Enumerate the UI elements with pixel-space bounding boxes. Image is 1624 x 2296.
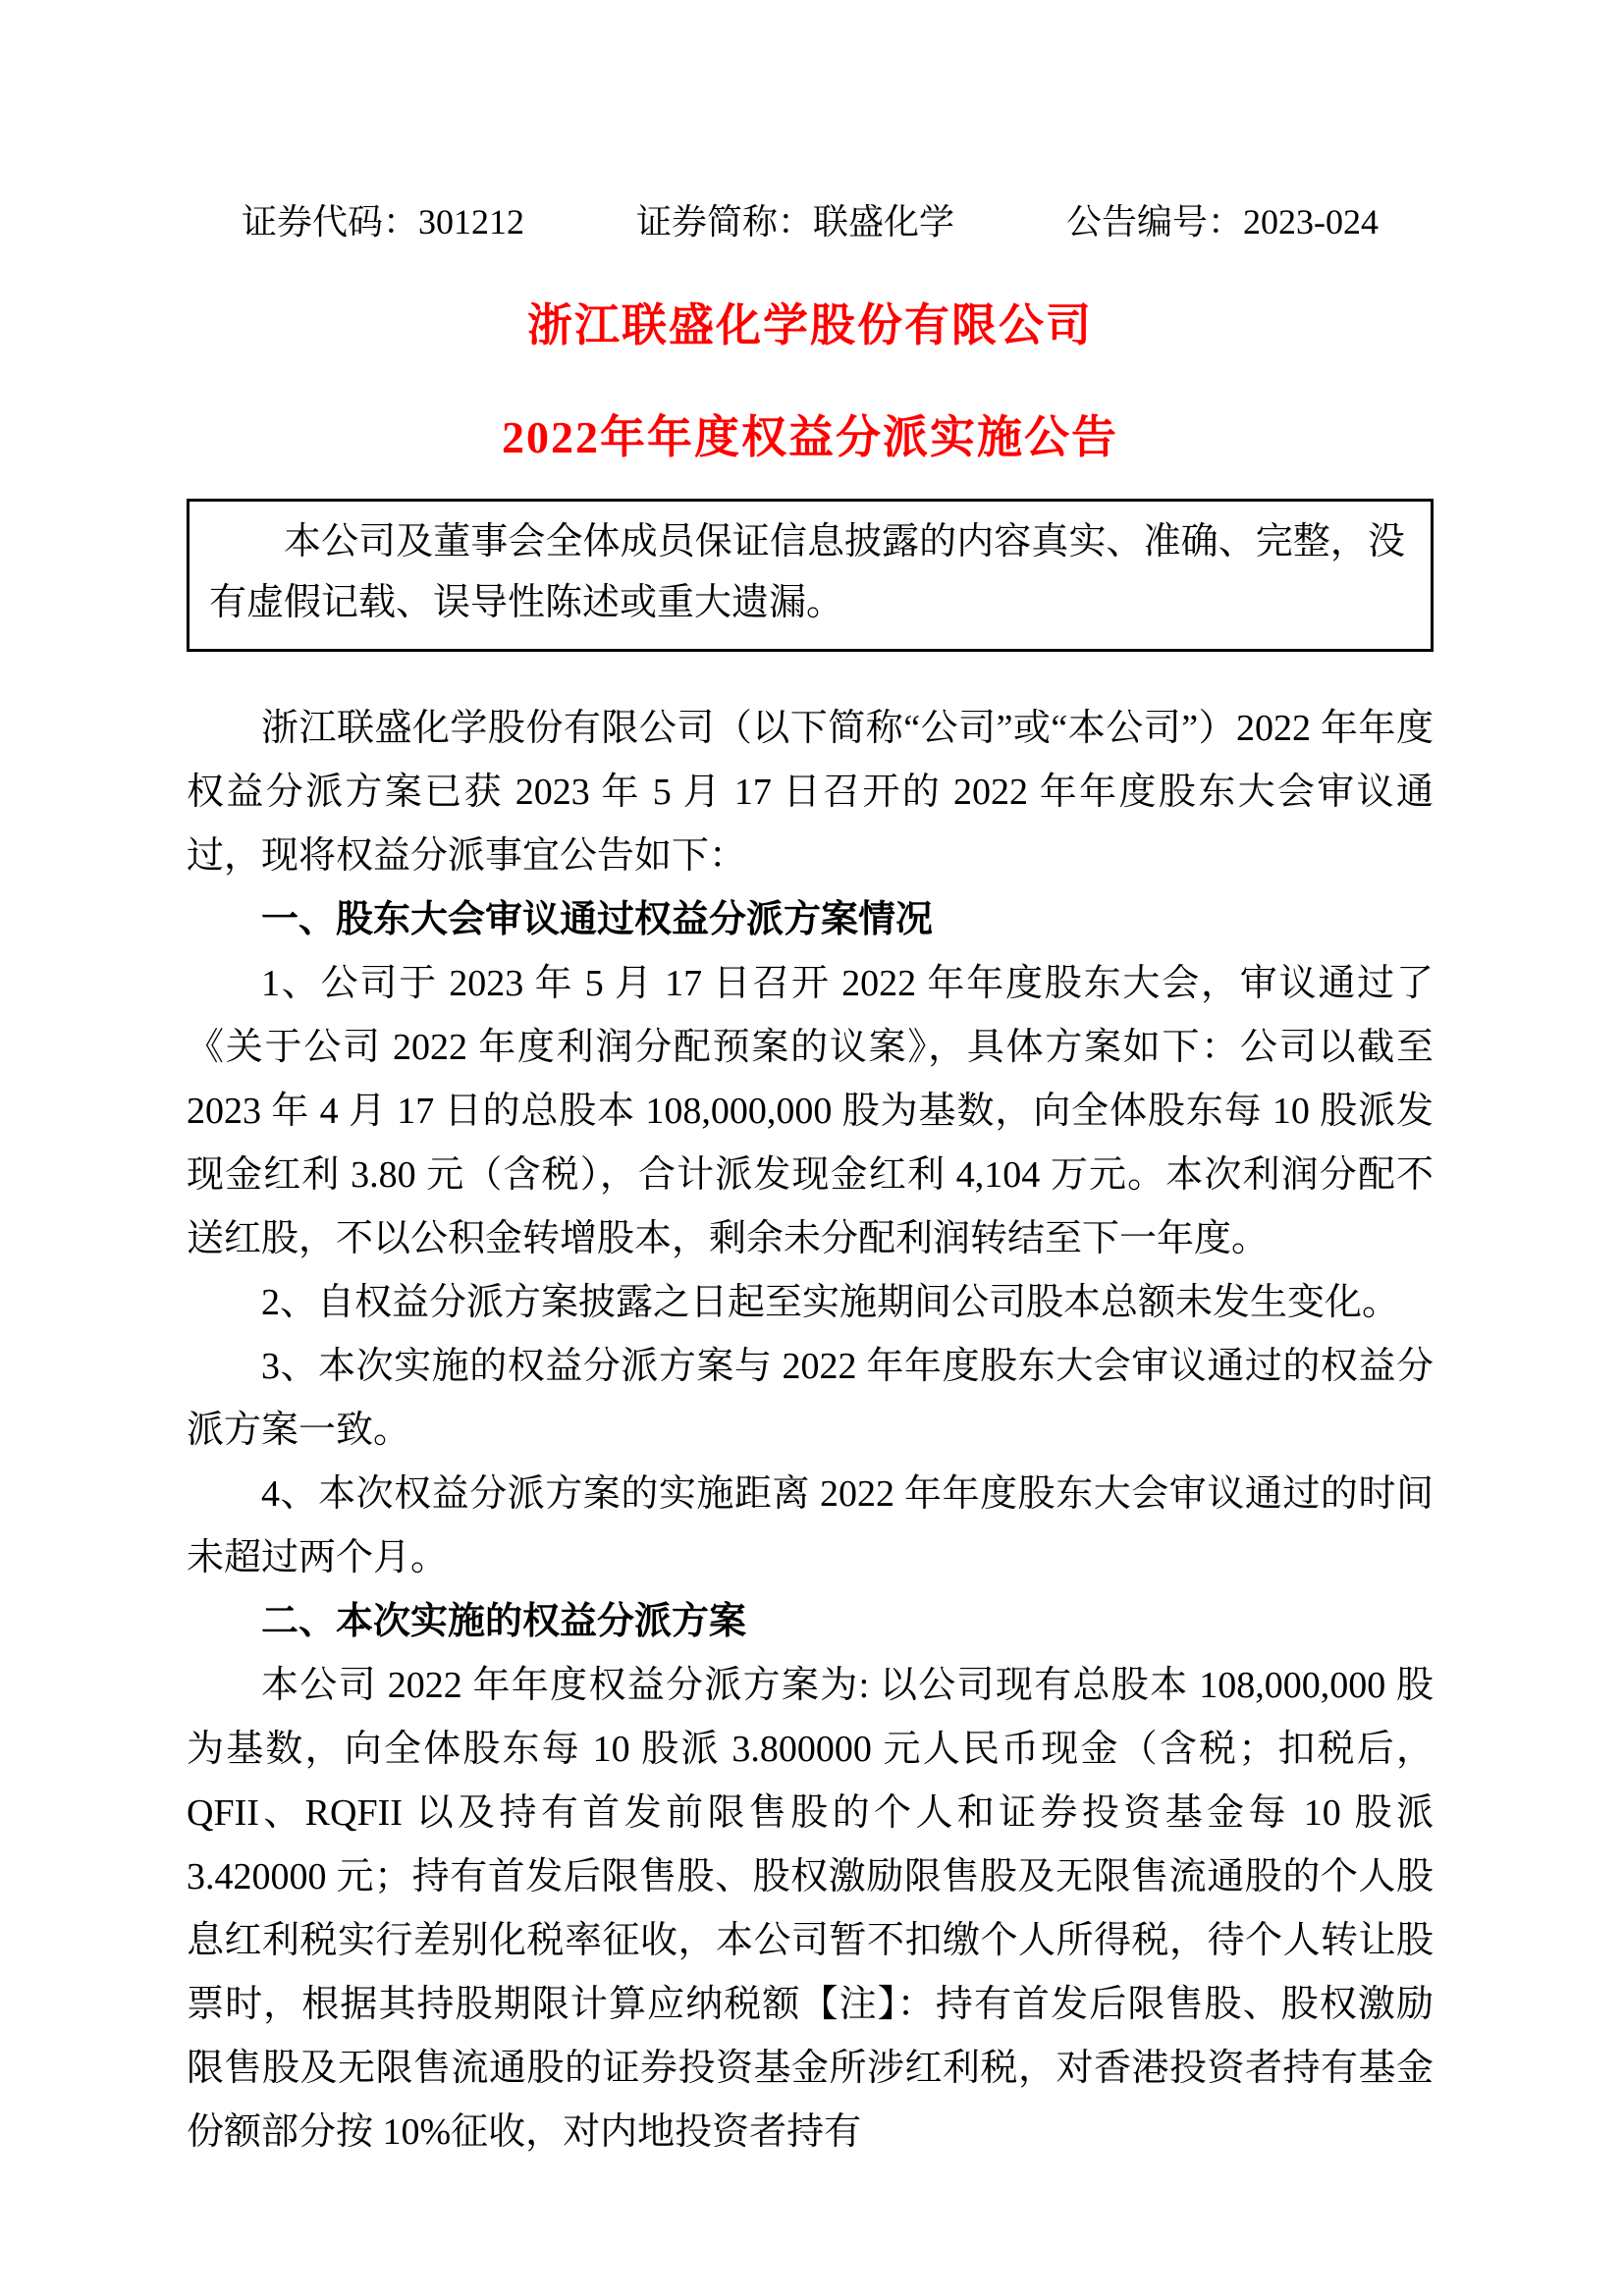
announcement-number: 公告编号：2023-024 bbox=[1066, 202, 1379, 241]
disclaimer-text: 本公司及董事会全体成员保证信息披露的内容真实、准确、完整，没有虚假记载、误导性陈述或重大遗漏。 bbox=[209, 521, 1405, 623]
section1-paragraph-4: 4、本次权益分派方案的实施距离 2022 年年度股东大会审议通过的时间未超过两个月。 bbox=[187, 1473, 1434, 1578]
document-body bbox=[187, 697, 1434, 2164]
section1-paragraph-1: 1、公司于 2023 年 5 月 17 日召开 2022 年年度股东大会，审议通过了《关于公司 2022 年度利润分配预案的议案》，具体方案如下：公司以截至 2023 年 4 月 17 日的总股本 108,000,000 股为基数，向全体股东每 10 股派发现金红利 3.80 元（含税），合计派发现金红利 4,104 万元。本次利润分配不送红股，不以公积金转增股本，剩余未分配利润转结至下一年度。 bbox=[187, 963, 1434, 1259]
section1-heading: 一、股东大会审议通过权益分派方案情况 bbox=[261, 899, 934, 940]
company-title: 浙江联盛化学股份有限公司 bbox=[527, 300, 1093, 350]
section2-paragraph-1: 本公司 2022 年年度权益分派方案为: 以公司现有总股本 108,000,000 股为基数，向全体股东每 10 股派 3.800000 元人民币现金（含税；扣税后，QFII、RQFII 以及持有首发前限售股的个人和证券投资基金每 10 股派 3.420000 元；持有首发后限售股、股权激励限售股及无限售流通股的个人股息红利税实行差别化税率征收，本公司暂不扣缴个人所得税，待个人转让股票时，根据其持股期限计算应纳税额【注】：持有首发后限售股、股权激励限售股及无限售流通股的证券投资基金所涉红利税，对香港投资者持有基金份额部分按 10%征收，对内地投资者持有 bbox=[187, 1665, 1434, 2153]
document-header bbox=[187, 198, 1434, 245]
announcement-title: 2022年年度权益分派实施公告 bbox=[502, 412, 1118, 462]
stock-code: 证券代码：301212 bbox=[242, 202, 525, 241]
section1-paragraph-3: 3、本次实施的权益分派方案与 2022 年年度股东大会审议通过的权益分派方案一致。 bbox=[187, 1346, 1434, 1451]
intro-paragraph: 浙江联盛化学股份有限公司（以下简称“公司”或“本公司”）2022 年年度权益分派方案已获 2023 年 5 月 17 日召开的 2022 年年度股东大会审议通过，现将权益分派事宜公告如下： bbox=[187, 708, 1434, 877]
section2-heading: 二、本次实施的权益分派方案 bbox=[261, 1601, 747, 1642]
stock-abbreviation: 证券简称：联盛化学 bbox=[636, 202, 955, 241]
section1-paragraph-2: 2、自权益分派方案披露之日起至实施期间公司股本总额未发生变化。 bbox=[261, 1282, 1400, 1323]
disclaimer-box bbox=[187, 499, 1434, 652]
